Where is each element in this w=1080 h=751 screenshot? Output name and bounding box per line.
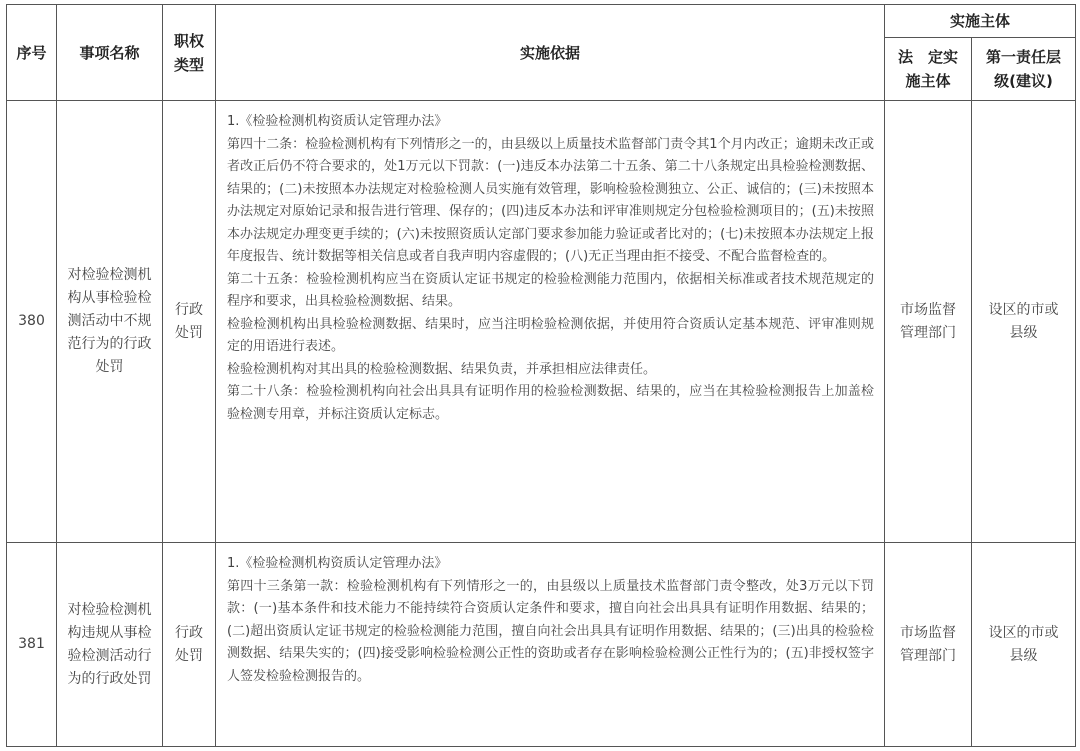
header-seq: 序号: [7, 5, 57, 101]
basis-paragraph: 第二十五条：检验检测机构应当在资质认定证书规定的检验检测能力范围内，依据相关标准或者技术规范规定的程序和要求，出具检验检测数据、结果。: [227, 271, 874, 309]
basis-paragraph: 检验检测机构对其出具的检验检测数据、结果负责，并承担相应法律责任。: [227, 361, 657, 377]
table-row: [7, 101, 1076, 543]
table-row: [7, 543, 1076, 747]
basis-paragraph: 第四十三条第一款：检验检测机构有下列情形之一的，由县级以上质量技术监督部门责令整改，处3万元以下罚款：(一)基本条件和技术能力不能持续符合资质认定条件和要求，擅自向社会出具具有证明作用数据、结果的；(二)超出资质认定证书规定的检验检测能力范围，擅自向社会出具具有证明作用数据、结果的；(三)出具的检验检测数据、结果失实的；(四)接受影响检验检测公正性的资助或者存在影响检验检测公正性行为的；(五)非授权签字人签发检验检测报告的。: [227, 578, 874, 684]
header-subject-group: 实施主体: [885, 5, 1076, 38]
header-legal-subject: 法 定实施主体: [885, 38, 972, 101]
row-authority-type: 行政处罚: [163, 101, 216, 543]
row-item-name: 对检验检测机构违规从事检验检测活动行为的行政处罚: [57, 543, 163, 747]
row-first-level: 设区的市或县级: [972, 101, 1076, 543]
basis-paragraph: 1.《检验检测机构资质认定管理办法》: [227, 556, 448, 571]
basis-paragraph: 第四十二条：检验检测机构有下列情形之一的，由县级以上质量技术监督部门责令其1个月内改正；逾期未改正或者改正后仍不符合要求的，处1万元以下罚款：(一)违反本办法第二十五条、第二十八条规定出具检验检测数据、结果的；(二)未按照本办法规定对检验检测人员实施有效管理，影响检验检测独立、公正、诚信的；(三)未按照本办法规定对原始记录和报告进行管理、保存的；(四)违反本办法和评审准则规定分包检验检测项目的；(五)未按照本办法规定办理变更手续的；(六)未按照资质认定部门要求参加能力验证或者比对的；(七)未按照本办法规定上报年度报告、统计数据等相关信息或者自我声明内容虚假的；(八)无正当理由拒不接受、不配合监督检查的。: [227, 136, 874, 264]
basis-paragraph: 第二十八条：检验检测机构向社会出具具有证明作用的检验检测数据、结果的，应当在其检验检测报告上加盖检验检测专用章，并标注资质认定标志。: [227, 384, 874, 422]
administrative-penalty-table: [6, 4, 1076, 747]
basis-paragraph: 1.《检验检测机构资质认定管理办法》: [227, 114, 448, 129]
row-authority-type: 行政处罚: [163, 543, 216, 747]
row-seq: 381: [7, 543, 57, 747]
row-item-name: 对检验检测机构从事检验检测活动中不规范行为的行政处罚: [57, 101, 163, 543]
row-seq: 380: [7, 101, 57, 543]
row-basis: [216, 543, 885, 747]
header-basis: 实施依据: [216, 5, 885, 101]
basis-paragraph: 检验检测机构出具检验检测数据、结果时，应当注明检验检测依据，并使用符合资质认定基本规范、评审准则规定的用语进行表述。: [227, 316, 874, 354]
header-item-name: 事项名称: [57, 5, 163, 101]
row-legal-subject: 市场监督管理部门: [885, 543, 972, 747]
row-legal-subject: 市场监督管理部门: [885, 101, 972, 543]
header-authority-type: 职权类型: [163, 5, 216, 101]
row-first-level: 设区的市或县级: [972, 543, 1076, 747]
row-basis: [216, 101, 885, 543]
header-first-level: 第一责任层级(建议): [972, 38, 1076, 101]
